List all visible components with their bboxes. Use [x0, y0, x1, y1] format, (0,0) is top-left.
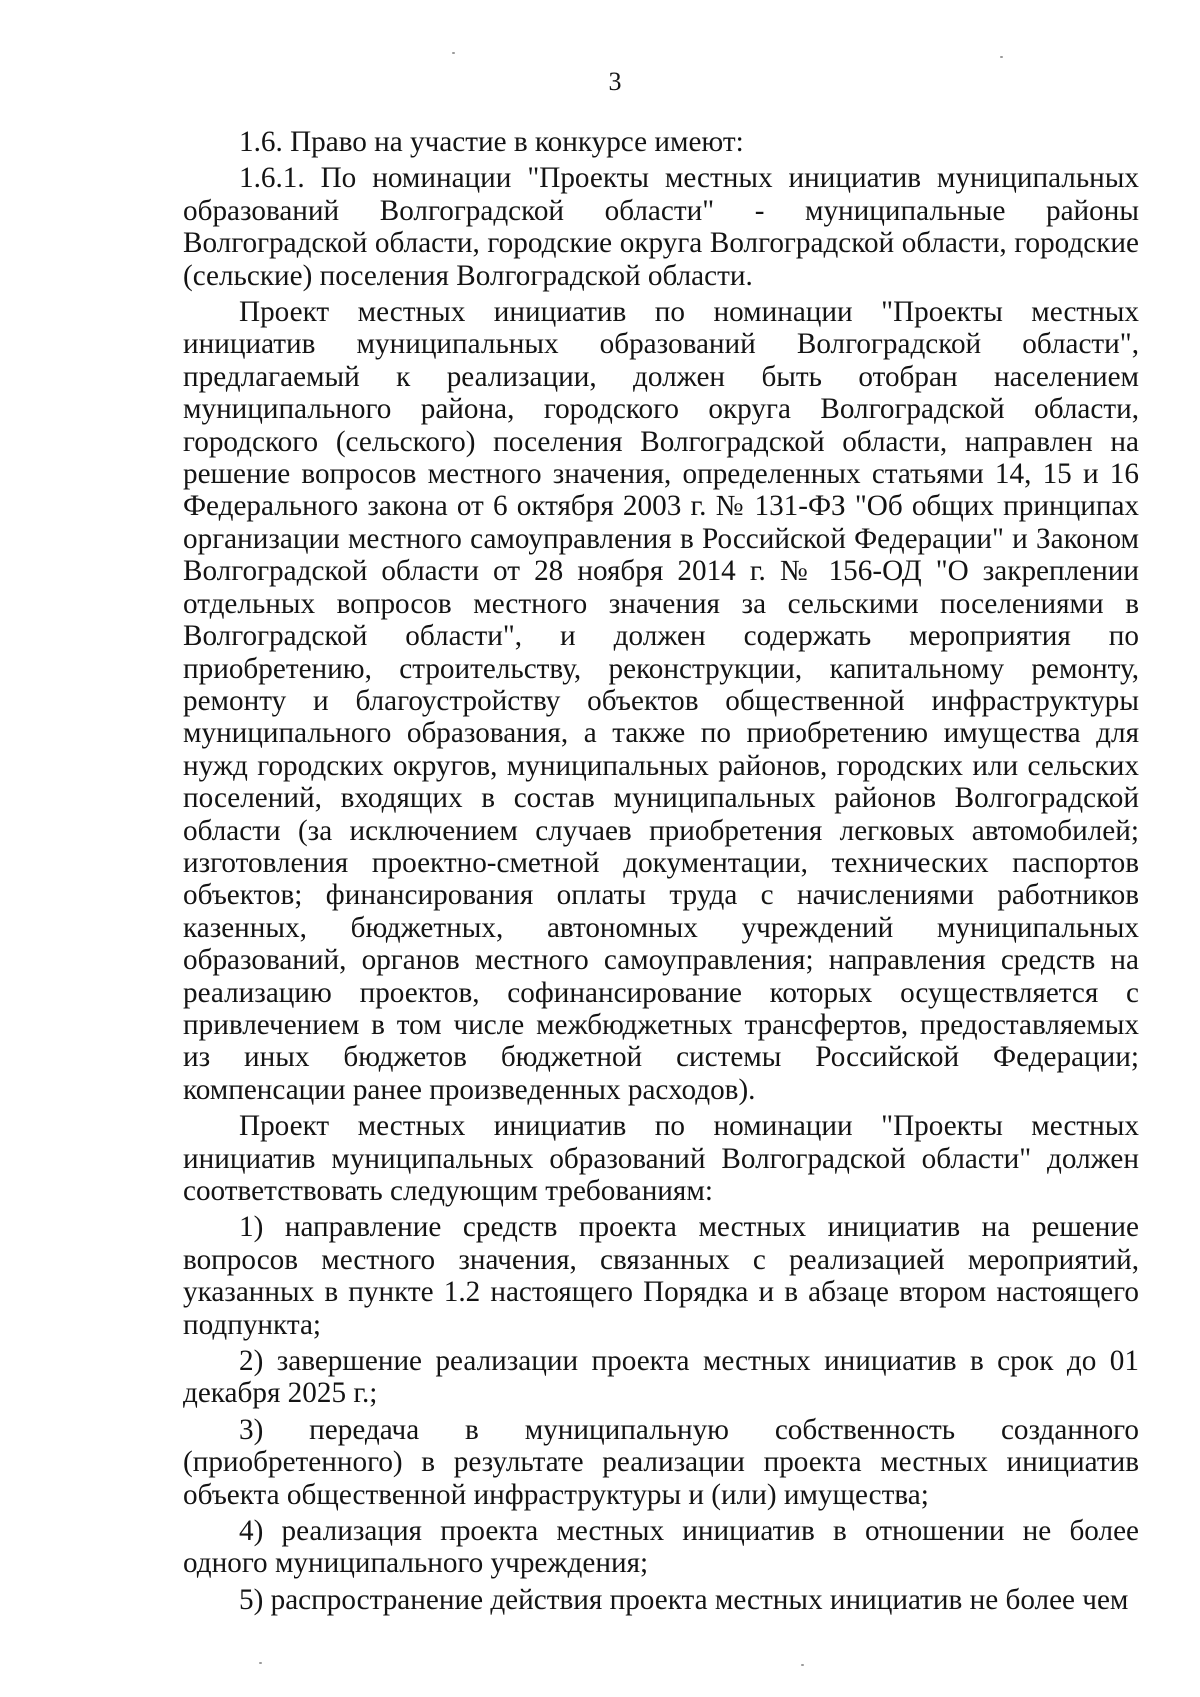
requirement-item-1: 1) направление средств проекта местных инициатив на решение вопросов местного значения, связанных с реализацией мероприятий, указанных в пункте 1.2 настоящего Порядка и в абзаце втором настоящего подпункта; — [183, 1211, 1139, 1341]
scan-speck — [259, 1662, 262, 1664]
requirement-item-4: 4) реализация проекта местных инициатив в отношении не более одного муниципального учреждения; — [183, 1515, 1139, 1580]
paragraph-1-6-1: 1.6.1. По номинации "Проекты местных инициатив муниципальных образований Волгоградской области" - муниципальные районы Волгоградской области, городские округа Волгоградской области, городские (сельские) поселения Волгоградской области. — [183, 162, 1139, 292]
requirement-item-2: 2) завершение реализации проекта местных инициатив в срок до 01 декабря 2025 г.; — [183, 1345, 1139, 1410]
scan-speck — [801, 1664, 804, 1666]
page-number: 3 — [608, 67, 622, 96]
document-body — [183, 126, 1139, 1616]
paragraph-1-6: 1.6. Право на участие в конкурсе имеют: — [239, 126, 744, 158]
scan-speck — [1000, 56, 1003, 58]
requirement-item-3: 3) передача в муниципальную собственность созданного (приобретенного) в результате реализации проекта местных инициатив объекта общественной инфраструктуры и (или) имущества; — [183, 1413, 1139, 1511]
requirement-item-5: 5) распространение действия проекта местных инициатив не более чем — [239, 1583, 1129, 1616]
scan-speck — [452, 52, 455, 54]
paragraph-project-description: Проект местных инициатив по номинации "Проекты местных инициатив муниципальных образований Волгоградской области", предлагаемый к реализации, должен быть отобран населением муниципального района, городского округа Волгоградской области, городского (сельского) поселения Волгоградской области, направлен на решение вопросов местного значения, определенных статьями 14, 15 и 16 Федерального закона от 6 октября 2003 г. № 131-ФЗ "Об общих принципах организации местного самоуправления в Российской Федерации" и Законом Волгоградской области от 28 ноября 2014 г. № 156-ОД "О закреплении отдельных вопросов местного значения за сельскими поселениями в Волгоградской области", и должен содержать мероприятия по приобретению, строительству, реконструкции, капитальному ремонту, ремонту и благоустройству объектов общественной инфраструктуры муниципального образования, а также по приобретению имущества для нужд городских округов, муниципальных районов, городских или сельских поселений, входящих в состав муниципальных районов Волгоградской области (за исключением случаев приобретения легковых автомобилей; изготовления проектно-сметной документации, технических паспортов объектов; финансирования оплаты труда с начислениями работников казенных, бюджетных, автономных учреждений муниципальных образований, органов местного самоуправления; направления средств на реализацию проектов, софинансирование которых осуществляется с привлечением в том числе межбюджетных трансфертов, предоставляемых из иных бюджетов бюджетной системы Российской Федерации; компенсации ранее произведенных расходов). — [183, 296, 1139, 1106]
paragraph-requirements-intro: Проект местных инициатив по номинации "Проекты местных инициатив муниципальных образований Волгоградской области" должен соответствовать следующим требованиям: — [183, 1110, 1139, 1207]
